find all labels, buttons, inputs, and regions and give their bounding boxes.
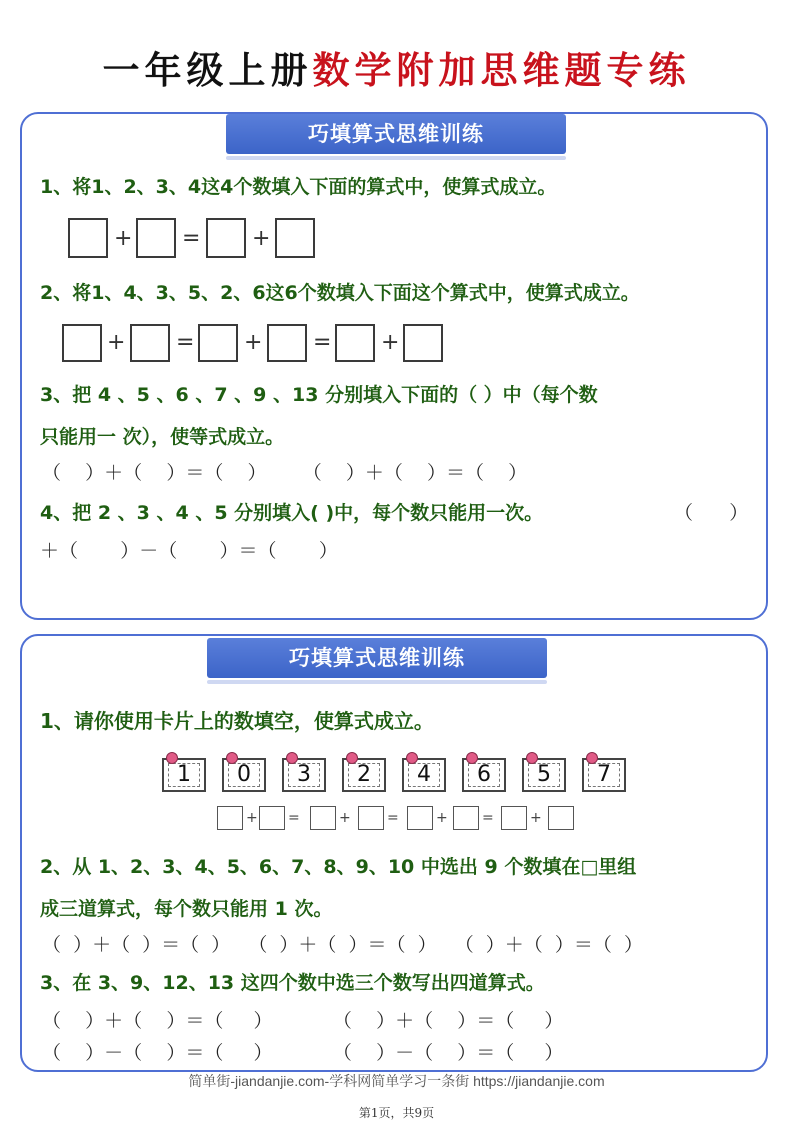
answer-box[interactable] <box>198 324 238 362</box>
section1-card <box>20 112 768 620</box>
q1-text: 1、将1、2、3、4这4个数填入下面的算式中，使算式成立。 <box>40 176 557 198</box>
plus-sign: + <box>246 810 258 826</box>
pin-icon <box>526 752 538 764</box>
s2-q1-text: 1、请你使用卡片上的数填空，使算式成立。 <box>40 709 434 733</box>
q4-text-line1: 4、把 2 、3 、4 、5 分别填入( )中，每个数只能用一次。 <box>40 502 544 524</box>
pin-icon <box>406 752 418 764</box>
s2-q3-row2[interactable]: （ ）－（ ）＝（ ） （ ）－（ ）＝（ ） <box>42 1042 564 1064</box>
plus-sign: + <box>530 810 542 826</box>
title-part2: 数学附加思维题专练 <box>312 48 691 92</box>
number-card[interactable]: 1 <box>162 758 206 792</box>
answer-box[interactable] <box>267 324 307 362</box>
answer-box[interactable] <box>548 806 574 830</box>
pin-icon <box>586 752 598 764</box>
number-card[interactable]: 5 <box>522 758 566 792</box>
equals-sign: = <box>176 330 195 355</box>
q3-text-line1: 3、把 4 、5 、6 、7 、9 、13 分别填入下面的（ ）中（每个数 <box>40 384 598 406</box>
answer-box[interactable] <box>310 806 336 830</box>
pin-icon <box>226 752 238 764</box>
s2-q3-text: 3、在 3、9、12、13 这四个数中选三个数写出四道算式。 <box>40 972 545 994</box>
number-card[interactable]: 6 <box>462 758 506 792</box>
pin-icon <box>346 752 358 764</box>
number-card[interactable]: 3 <box>282 758 326 792</box>
equals-sign: = <box>288 810 300 826</box>
section2-banner: 巧填算式思维训练 <box>207 638 547 678</box>
answer-box[interactable] <box>403 324 443 362</box>
section2-card <box>20 634 768 1072</box>
s2-q3-row1[interactable]: （ ）＋（ ）＝（ ） （ ）＋（ ）＝（ ） <box>42 1010 564 1032</box>
answer-box[interactable] <box>136 218 176 258</box>
page-title <box>0 44 793 96</box>
answer-box[interactable] <box>335 324 375 362</box>
answer-box[interactable] <box>453 806 479 830</box>
number-card[interactable]: 4 <box>402 758 446 792</box>
plus-sign: + <box>436 810 448 826</box>
s2-q2-text-line2: 成三道算式，每个数只能用 1 次。 <box>40 898 333 920</box>
footer-watermark: 简单街-jiandanjie.com-学科网简单学习一条街 https://jiandanjie.com <box>188 1073 605 1089</box>
answer-box[interactable] <box>206 218 246 258</box>
answer-box[interactable] <box>259 806 285 830</box>
plus-sign: + <box>381 330 400 355</box>
q3-text-line2: 只能用一 次），使等式成立。 <box>40 426 285 448</box>
q2-text: 2、将1、4、3、5、2、6这6个数填入下面这个算式中，使算式成立。 <box>40 282 640 304</box>
page-number: 第1页，共9页 <box>358 1106 435 1120</box>
section1-banner: 巧填算式思维训练 <box>226 114 566 154</box>
number-card[interactable]: 0 <box>222 758 266 792</box>
plus-sign: + <box>107 330 126 355</box>
plus-sign: + <box>244 330 263 355</box>
s2-q2-text-line1: 2、从 1、2、3、4、5、6、7、8、9、10 中选出 9 个数填在□里组 <box>40 856 637 878</box>
answer-box[interactable] <box>501 806 527 830</box>
equals-sign: = <box>482 810 494 826</box>
plus-sign: + <box>339 810 351 826</box>
q3-blanks[interactable]: （ ）＋（ ）＝（ ） （ ）＋（ ）＝（ ） <box>42 462 528 484</box>
equals-sign: = <box>313 330 332 355</box>
q4-blank-first[interactable]: （ ） <box>674 502 749 524</box>
pin-icon <box>466 752 478 764</box>
title-part1: 一年级上册 <box>102 48 313 92</box>
answer-box[interactable] <box>62 324 102 362</box>
number-card[interactable]: 7 <box>582 758 626 792</box>
pin-icon <box>166 752 178 764</box>
answer-box[interactable] <box>358 806 384 830</box>
plus-sign: + <box>114 226 133 251</box>
equals-sign: = <box>387 810 399 826</box>
answer-box[interactable] <box>407 806 433 830</box>
answer-box[interactable] <box>68 218 108 258</box>
q4-blanks[interactable]: ＋（ ）－（ ）＝（ ） <box>40 540 338 562</box>
s2-q2-blanks[interactable]: （ ）＋（ ）＝（ ） （ ）＋（ ）＝（ ） （ ）＋（ ）＝（ ） <box>42 934 643 956</box>
pin-icon <box>286 752 298 764</box>
number-card[interactable]: 2 <box>342 758 386 792</box>
answer-box[interactable] <box>217 806 243 830</box>
plus-sign: + <box>252 226 271 251</box>
equals-sign: = <box>182 226 201 251</box>
answer-box[interactable] <box>130 324 170 362</box>
answer-box[interactable] <box>275 218 315 258</box>
